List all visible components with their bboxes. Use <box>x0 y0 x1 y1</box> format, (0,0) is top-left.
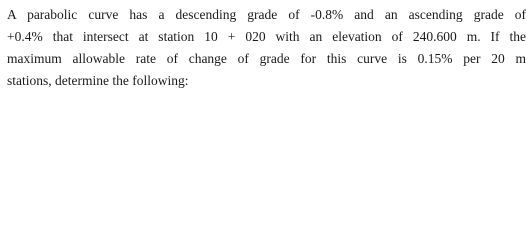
problem-line-4: stations, determine the following: <box>7 73 189 88</box>
problem-line-2: +0.4% that intersect at station 10 + 020 with an elevation of 240.600 m. If the <box>7 29 526 44</box>
problem-statement <box>7 4 526 92</box>
problem-line-1: A parabolic curve has a descending grade of -0.8% and an ascending grade of <box>7 7 526 22</box>
problem-line-3: maximum allowable rate of change of grade for this curve is 0.15% per 20 m <box>7 51 526 66</box>
